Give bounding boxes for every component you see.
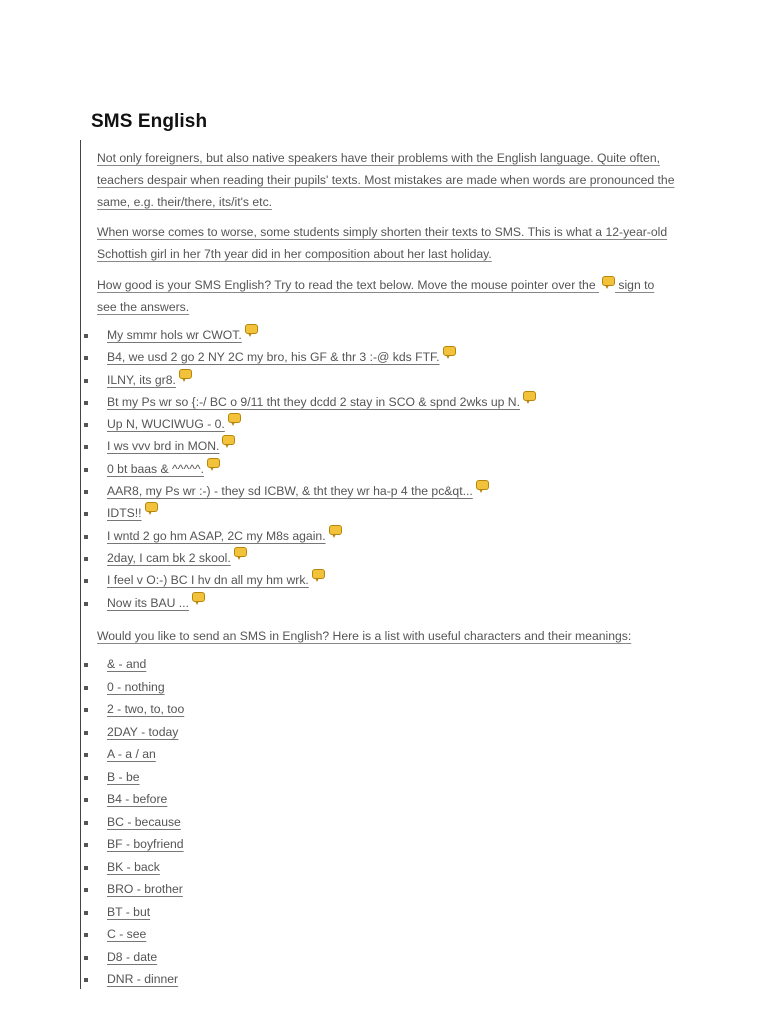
sms-line xyxy=(81,458,536,480)
speech-bubble-icon[interactable] xyxy=(476,480,489,490)
glossary-item xyxy=(81,766,184,789)
instruction-text-before: How good is your SMS English? Try to read the text below. Move the mouse pointer over the xyxy=(97,278,599,292)
glossary-item-text: BK - back xyxy=(107,859,160,874)
bullet-icon xyxy=(84,956,88,960)
sms-line-text[interactable]: IDTS!! xyxy=(107,506,142,521)
bullet-icon xyxy=(84,978,88,982)
sms-line-text[interactable]: B4, we usd 2 go 2 NY 2C my bro, his GF & thr 3 :-@ kds FTF. xyxy=(107,350,440,365)
bullet-icon xyxy=(84,708,88,712)
speech-bubble-icon[interactable] xyxy=(234,547,247,557)
bullet-icon xyxy=(84,468,88,472)
bullet-icon xyxy=(84,557,88,561)
bullet-icon xyxy=(84,334,88,338)
glossary-item xyxy=(81,946,184,969)
speech-bubble-icon[interactable] xyxy=(245,324,258,334)
glossary-item xyxy=(81,968,184,991)
speech-bubble-icon[interactable] xyxy=(179,369,192,379)
glossary-intro xyxy=(97,625,677,647)
bullet-icon xyxy=(84,535,88,539)
sms-line xyxy=(81,480,536,502)
bullet-icon xyxy=(84,356,88,360)
glossary-item xyxy=(81,698,184,721)
bullet-icon xyxy=(84,843,88,847)
bullet-icon xyxy=(84,663,88,667)
bullet-icon xyxy=(84,888,88,892)
glossary-item-text: A - a / an xyxy=(107,747,156,761)
bullet-icon xyxy=(84,512,88,516)
sms-line xyxy=(81,502,536,524)
bullet-icon xyxy=(84,821,88,825)
speech-bubble-icon[interactable] xyxy=(523,391,536,401)
intro-paragraph-1-text: Not only foreigners, but also native speakers have their problems with the English language. Quite often, teachers despair when reading their pupils' texts. Most mistakes are made when words are pronounced the same, e.g. their/there, its/it's etc. xyxy=(97,151,675,209)
glossary-item-text: B4 - before xyxy=(107,792,168,806)
article-body xyxy=(80,140,681,989)
bullet-icon xyxy=(84,798,88,802)
bullet-icon xyxy=(84,579,88,583)
sms-line-text[interactable]: Bt my Ps wr so {:-/ BC o 9/11 tht they dcdd 2 stay in SCO & spnd 2wks up N. xyxy=(107,394,520,409)
glossary-item xyxy=(81,923,184,946)
speech-bubble-icon[interactable] xyxy=(443,346,456,356)
speech-bubble-icon[interactable] xyxy=(207,458,220,468)
glossary-item xyxy=(81,856,184,879)
glossary-item-text: BRO - brother xyxy=(107,882,183,896)
glossary-item xyxy=(81,676,184,699)
sms-text-list xyxy=(81,324,536,614)
sms-line xyxy=(81,413,536,435)
page-title: SMS English xyxy=(91,111,208,132)
glossary-item-text: D8 - date xyxy=(107,949,158,964)
sms-line xyxy=(81,346,536,368)
speech-bubble-icon[interactable] xyxy=(145,502,158,512)
sms-line xyxy=(81,569,536,591)
glossary-item-text: BT - but xyxy=(107,904,151,919)
speech-bubble-icon[interactable] xyxy=(192,592,205,602)
sms-line xyxy=(81,547,536,569)
glossary-item-text: DNR - dinner xyxy=(107,972,179,986)
bullet-icon xyxy=(84,731,88,735)
speech-bubble-icon[interactable] xyxy=(329,525,342,535)
glossary-item xyxy=(81,833,184,856)
sms-line-text[interactable]: My smmr hols wr CWOT. xyxy=(107,328,242,342)
glossary-item-text: BC - because xyxy=(107,814,181,829)
bullet-icon xyxy=(84,911,88,915)
glossary-item xyxy=(81,653,184,676)
sms-line-text[interactable]: 2day, I cam bk 2 skool. xyxy=(107,550,231,565)
sms-line xyxy=(81,324,536,346)
bullet-icon xyxy=(84,776,88,780)
glossary-item xyxy=(81,788,184,811)
sms-line-text[interactable]: 0 bt baas & ^^^^^. xyxy=(107,461,205,476)
instruction-text-after: sign to see the answers. xyxy=(97,278,655,314)
speech-bubble-icon[interactable] xyxy=(222,435,235,445)
bullet-icon xyxy=(84,445,88,449)
glossary-item xyxy=(81,721,184,744)
glossary-item xyxy=(81,743,184,766)
glossary-intro-text: Would you like to send an SMS in English? Here is a list with useful characters and their meanings: xyxy=(97,629,632,643)
sms-line xyxy=(81,391,536,413)
sms-line xyxy=(81,369,536,391)
glossary-item-text: BF - boyfriend xyxy=(107,837,184,851)
sms-line xyxy=(81,435,536,457)
speech-bubble-icon[interactable] xyxy=(312,569,325,579)
sms-line-text[interactable]: Now its BAU ... xyxy=(107,595,189,610)
instruction-paragraph xyxy=(97,274,677,318)
bullet-icon xyxy=(84,379,88,383)
sms-line-text[interactable]: ILNY, its gr8. xyxy=(107,372,176,387)
sms-line-text[interactable]: AAR8, my Ps wr :-) - they sd ICBW, & tht they wr ha-p 4 the pc&qt... xyxy=(107,484,473,499)
glossary-item-text: 2 - two, to, too xyxy=(107,702,185,716)
glossary-item-text: C - see xyxy=(107,927,147,941)
glossary-item xyxy=(81,878,184,901)
glossary-item-text: 2DAY - today xyxy=(107,724,179,739)
sms-line-text[interactable]: I ws vvv brd in MON. xyxy=(107,439,220,454)
bullet-icon xyxy=(84,401,88,405)
bullet-icon xyxy=(84,602,88,606)
intro-paragraph-2 xyxy=(97,221,677,265)
glossary-list xyxy=(81,653,184,991)
glossary-item xyxy=(81,811,184,834)
bullet-icon xyxy=(84,423,88,427)
intro-paragraph-2-text: When worse comes to worse, some students simply shorten their texts to SMS. This is what a 12-year-old Schottish girl in her 7th year did in her composition about her last holiday. xyxy=(97,225,668,261)
bullet-icon xyxy=(84,933,88,937)
sms-line xyxy=(81,525,536,547)
bullet-icon xyxy=(84,686,88,690)
intro-paragraph-1 xyxy=(97,147,677,213)
glossary-item xyxy=(81,901,184,924)
bullet-icon xyxy=(84,753,88,757)
bullet-icon xyxy=(84,866,88,870)
glossary-item-text: & - and xyxy=(107,657,147,671)
glossary-item-text: B - be xyxy=(107,769,140,784)
bullet-icon xyxy=(84,490,88,494)
speech-bubble-icon xyxy=(602,276,615,286)
sms-line-text[interactable]: Up N, WUCIWUG - 0. xyxy=(107,417,225,432)
sms-line-text[interactable]: I feel v O:-) BC I hv dn all my hm wrk. xyxy=(107,573,309,588)
sms-line xyxy=(81,592,536,614)
glossary-item-text: 0 - nothing xyxy=(107,679,165,694)
speech-bubble-icon[interactable] xyxy=(228,413,241,423)
sms-line-text[interactable]: I wntd 2 go hm ASAP, 2C my M8s again. xyxy=(107,528,326,543)
